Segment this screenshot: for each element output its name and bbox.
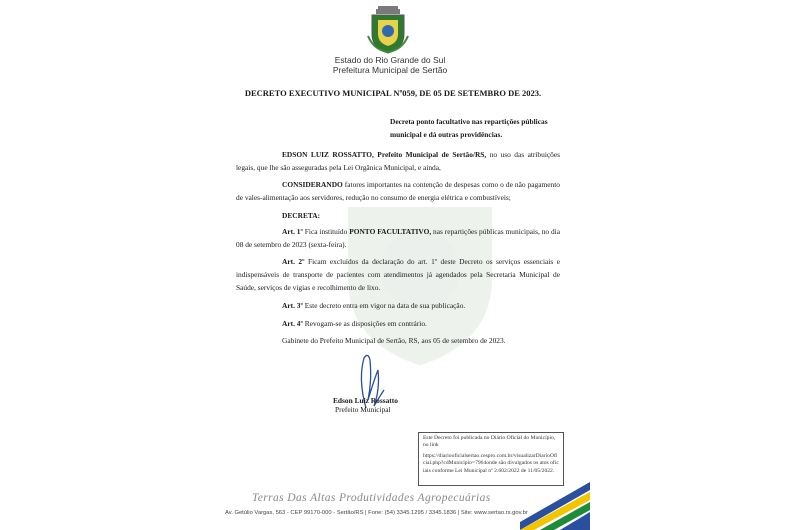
art1-text-b: nas repartições públicas municipais, no dia 08 de setembro de 2023 (sexta-feira). (236, 227, 560, 249)
footer-stripes-icon (520, 470, 590, 530)
decreta-heading (282, 209, 320, 222)
publication-line-1: Este Decreto foi publicada no Diário Oficial do Município, no link (423, 435, 556, 449)
prefeitura-name: Prefeitura Municipal de Sertão (332, 65, 448, 75)
publication-line-2: https://diariooficialsertao.cespro.com.br/visualizarDiarioOficial.php?cdMunicipio=7964onde são divulgados os atos oficiais conforme Lei Municipal nº 2.602/2022 de 11/05/2022. (423, 452, 559, 474)
signatory-role: Prefeito Municipal (335, 405, 391, 414)
mayor-name: EDSON LUIZ ROSSATTO, Prefeito Municipal de Sertão/RS, (282, 150, 487, 159)
considerando-text: fatores importantes na contenção de despesas como o de não pagamento de vales-alimentação aos servidores, redução no consumo de energia elétrica e combustíveis; (236, 180, 560, 202)
art1-label: Art. 1º (282, 227, 303, 236)
art2-label: Art. 2º (282, 257, 305, 266)
slogan: Terras Das Altas Produtividades Agropecuárias (252, 492, 491, 504)
intro-paragraph (236, 148, 560, 174)
article-1 (236, 225, 560, 251)
article-4 (282, 317, 562, 330)
art4-text: Revogam-se as disposições em contrário. (302, 319, 427, 328)
decreta-label: DECRETA: (282, 211, 321, 220)
decree-ementa: Decreta ponto facultativo nas repartições públicas municipal e dá outras providências. (390, 117, 548, 139)
municipal-crest-icon (366, 6, 410, 54)
art1-bold: PONTO FACULTATIVO, (349, 227, 432, 236)
state-name: Estado do Rio Grande do Sul (334, 55, 446, 65)
intro-text: no uso das atribuições legais, que lhe são asseguradas pela Lei Orgânica Municipal, e ainda, (236, 150, 561, 172)
considerando-label: CONSIDERANDO (282, 180, 343, 189)
footer-address: Av. Getúlio Vargas, 563 - CEP 99170-000 - Sertão/RS | Fone: (54) 3345.1295 / 3345.1836 | Site: www.sertao.rs.gov.br (225, 510, 528, 516)
article-2 (236, 255, 560, 294)
art4-label: Art. 4º (282, 319, 303, 328)
signatory-name: Edson Luiz Rossatto (333, 396, 398, 405)
art2-text: Ficam excluídos da declaração do art. 1º deste Decreto os serviços essenciais e indispensáveis de transporte de pacientes com atendimentos já agendados pela Secretaria Municipal de Saúde, serviços de vigias e recolhimento de lixo. (236, 257, 560, 292)
considerando-paragraph (236, 178, 560, 204)
art3-text: Este decreto entra em vigor na data de sua publicação. (302, 301, 466, 310)
gabinete-line: Gabinete do Prefeito Municipal de Sertão, RS, aos 05 de setembro de 2023. (282, 336, 506, 345)
decree-title: DECRETO EXECUTIVO MUNICIPAL Nº059, DE 05 DE SETEMBRO DE 2023. (244, 88, 542, 98)
article-3 (282, 299, 562, 312)
art3-label: Art. 3º (282, 301, 303, 310)
art1-text-a: Fica instituído (302, 227, 350, 236)
